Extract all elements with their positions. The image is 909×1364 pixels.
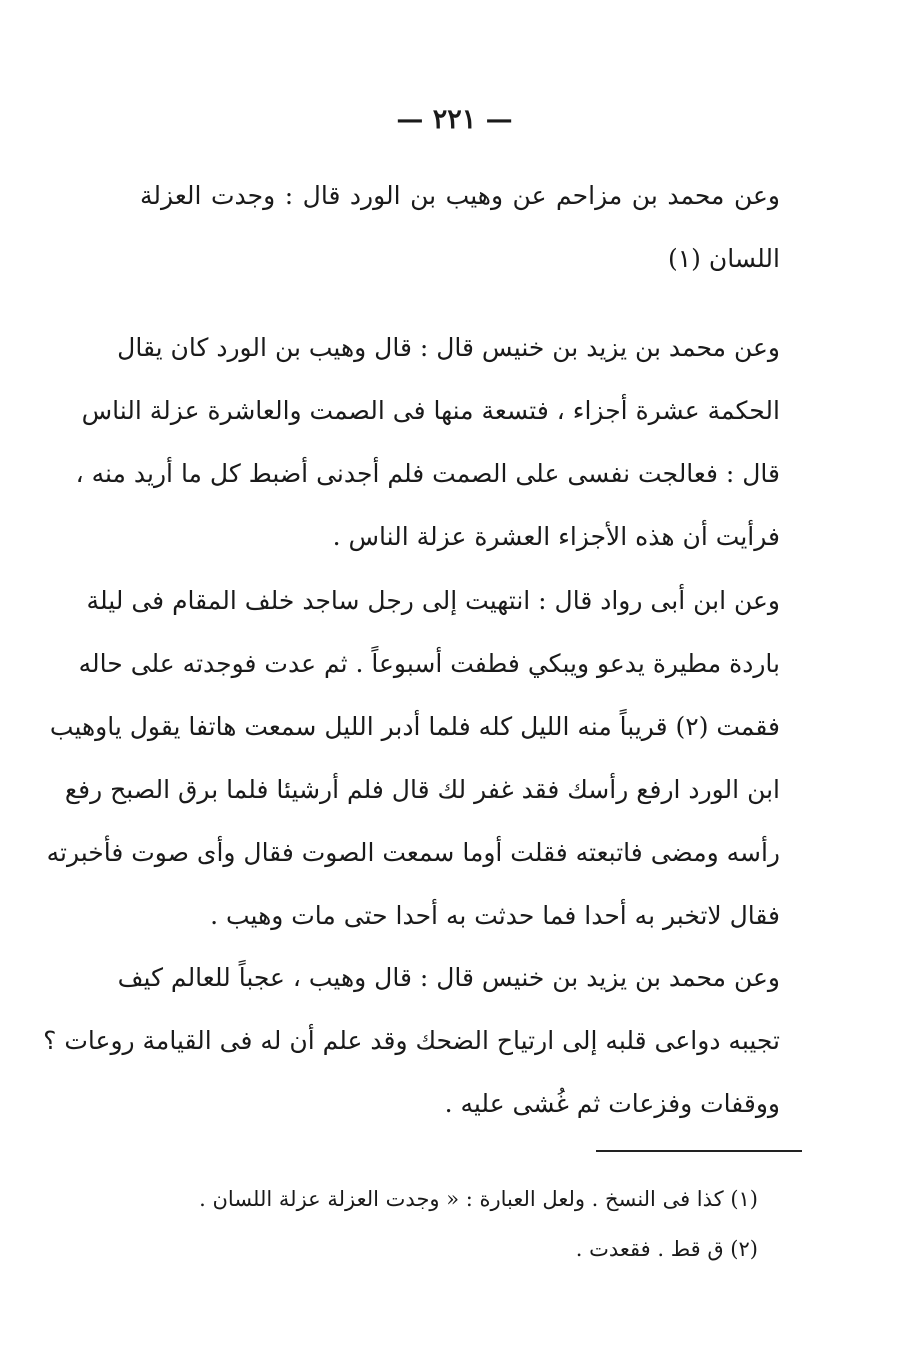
- footnote-divider: [596, 1150, 802, 1152]
- footnote-2: (٢) ق قط . فقعدت .: [575, 1237, 758, 1261]
- paragraph-1: [140, 164, 780, 290]
- page-number: — ٢٢١ —: [396, 104, 513, 135]
- text-line: فرأيت أن هذه الأجزاء العشرة عزلة الناس .: [332, 522, 780, 551]
- text-line: ووقفات وفزعات ثم غُشى عليه .: [444, 1089, 780, 1118]
- text-line: فقال لاتخبر به أحدا فما حدثت به أحدا حتى مات وهيب .: [210, 901, 780, 930]
- text-line: وعن ابن أبى رواد قال : انتهيت إلى رجل ساجد خلف المقام فى ليلة: [86, 586, 780, 615]
- text-line: ابن الورد ارفع رأسك فقد غفر لك قال فلم أرشيئا فلما برق الصبح رفع: [64, 775, 780, 804]
- paragraph-4: [43, 946, 780, 1135]
- text-line: باردة مطيرة يدعو ويبكي فطفت أسبوعاً . ثم عدت فوجدته على حاله: [78, 649, 780, 678]
- paragraph-2: [75, 316, 780, 568]
- text-line: وعن محمد بن يزيد بن خنيس قال : قال وهيب بن الورد كان يقال: [117, 333, 780, 362]
- paragraph-3: [46, 569, 780, 947]
- footnotes: [140, 1174, 758, 1274]
- text-line: فقمت (٢) قريباً منه الليل كله فلما أدبر الليل سمعت هاتفا يقول ياوهيب: [49, 712, 780, 741]
- text-line: اللسان (١): [667, 244, 780, 273]
- text-line: الحكمة عشرة أجزاء ، فتسعة منها فى الصمت والعاشرة عزلة الناس: [81, 396, 780, 425]
- text-line: تجيبه دواعى قلبه إلى ارتياح الضحك وقد علم أن له فى القيامة روعات ؟: [43, 1026, 780, 1055]
- footnote-1: (١) كذا فى النسخ . ولعل العبارة : « وجدت العزلة عزلة اللسان .: [199, 1187, 758, 1211]
- text-line: قال : فعالجت نفسى على الصمت فلم أجدنى أضبط كل ما أريد منه ،: [75, 459, 780, 488]
- text-line: رأسه ومضى فاتبعته فقلت أوما سمعت الصوت فقال وأى صوت فأخبرته: [46, 838, 780, 867]
- text-line: وعن محمد بن يزيد بن خنيس قال : قال وهيب ، عجباً للعالم كيف: [117, 963, 780, 992]
- text-line: وعن محمد بن مزاحم عن وهيب بن الورد قال : وجدت العزلة: [140, 181, 780, 210]
